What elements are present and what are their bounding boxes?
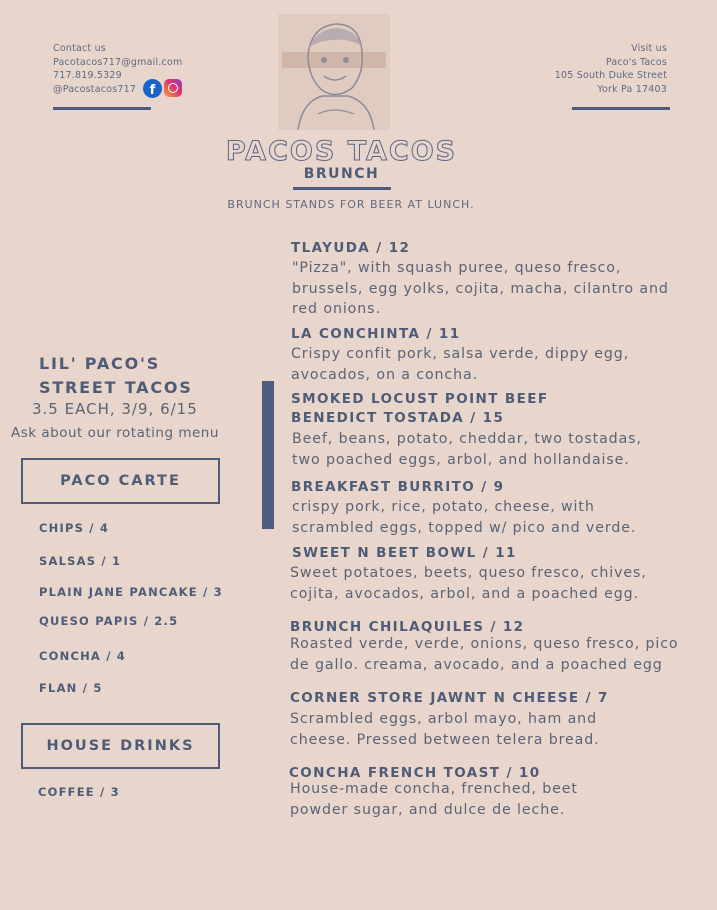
menu-item-desc (292, 258, 669, 320)
desc-line: brussels, egg yolks, cojita, macha, cilantro and (292, 280, 669, 297)
carte-item: CONCHA / 4 (39, 649, 127, 663)
street-tacos-title-line2: STREET TACOS (39, 378, 193, 397)
facebook-icon[interactable]: f (143, 79, 162, 98)
contact-phone[interactable]: 717.819.5329 (53, 70, 122, 81)
visit-block (555, 42, 667, 96)
desc-line: cheese. Pressed between telera bread. (290, 731, 600, 748)
visit-city: York Pa 17403 (597, 83, 667, 95)
contact-heading: Contact us (53, 43, 106, 54)
carte-item: SALSAS / 1 (39, 554, 122, 568)
desc-line: red onions. (292, 301, 381, 317)
desc-line: crispy pork, rice, potato, cheese, with (292, 499, 595, 515)
desc-line: two poached eggs, arbol, and hollandaise. (292, 451, 630, 468)
instagram-icon[interactable] (164, 79, 182, 97)
menu-item-desc (291, 344, 629, 385)
menu-item-title: SWEET N BEET BOWL / 11 (292, 545, 517, 561)
desc-line: Scrambled eggs, arbol mayo, ham and (290, 711, 597, 727)
contact-rule (53, 107, 151, 110)
contact-email[interactable]: Pacotacos717@gmail.com (53, 56, 183, 68)
desc-line: Sweet potatoes, beets, queso fresco, chives, (290, 565, 647, 581)
menu-item-desc (290, 709, 600, 750)
desc-line: powder sugar, and dulce de leche. (290, 801, 566, 818)
desc-line: cojita, avocados, arbol, and a poached egg. (290, 585, 639, 602)
desc-line: Roasted verde, verde, onions, queso fresco, pico (290, 636, 679, 652)
contact-handle[interactable]: @Pacostacos717 (53, 83, 137, 95)
menu-item-desc (290, 634, 679, 675)
menu-item-desc (292, 497, 636, 538)
menu-item-desc (292, 429, 642, 470)
desc-line: Beef, beans, potato, cheddar, two tostadas, (292, 431, 642, 447)
desc-line: scrambled eggs, topped w/ pico and verde. (292, 519, 637, 536)
menu-item-desc (290, 779, 578, 820)
carte-item: PLAIN JANE PANCAKE / 3 (39, 585, 223, 599)
contact-block (53, 42, 182, 96)
desc-line: Crispy confit pork, salsa verde, dippy egg, (291, 346, 630, 362)
menu-item-title: BREAKFAST BURRITO / 9 (291, 479, 505, 495)
menu-item-title-line1: SMOKED LOCUST POINT BEEF (291, 391, 549, 407)
menu-name: BRUNCH (303, 166, 380, 182)
paco-carte-heading: PACO CARTE (21, 458, 220, 504)
desc-line: de gallo. creama, avocado, and a poached egg (290, 656, 663, 673)
tagline: BRUNCH STANDS FOR BEER AT LUNCH. (227, 198, 475, 211)
visit-heading: Visit us (631, 43, 667, 54)
menu-item-title: LA CONCHINTA / 11 (291, 326, 461, 342)
street-tacos-note: Ask about our rotating menu (11, 425, 219, 441)
carte-item: QUESO PAPIS / 2.5 (39, 614, 179, 628)
carte-item: CHIPS / 4 (39, 521, 110, 535)
menu-item-title: TLAYUDA / 12 (291, 240, 411, 256)
vertical-divider (262, 381, 274, 529)
desc-line: "Pizza", with squash puree, queso fresco, (292, 260, 622, 276)
menu-item-desc (290, 563, 647, 604)
street-tacos-title (39, 352, 193, 400)
menu-item-title: CONCHA FRENCH TOAST / 10 (289, 765, 541, 781)
visit-rule (572, 107, 670, 110)
visit-name: Paco's Tacos (605, 56, 667, 68)
menu-name-rule (293, 187, 391, 190)
chef-portrait (278, 14, 390, 130)
street-tacos-price: 3.5 EACH, 3/9, 6/15 (32, 400, 198, 418)
menu-item-title: CORNER STORE JAWNT N CHEESE / 7 (290, 690, 609, 706)
visit-street: 105 South Duke Street (554, 70, 667, 81)
house-drinks-heading: HOUSE DRINKS (21, 723, 220, 769)
drink-item: COFFEE / 3 (38, 785, 120, 799)
desc-line: House-made concha, frenched, beet (290, 781, 578, 797)
carte-item: FLAN / 5 (39, 681, 103, 695)
menu-item-title: BRUNCH CHILAQUILES / 12 (290, 619, 525, 635)
menu-item-title-line2: BENEDICT TOSTADA / 15 (291, 410, 505, 426)
brand-title: PACOS TACOS (225, 136, 458, 167)
desc-line: avocados, on a concha. (291, 366, 479, 383)
street-tacos-title-line1: LIL' PACO'S (39, 354, 161, 373)
menu-item-title (291, 390, 548, 428)
